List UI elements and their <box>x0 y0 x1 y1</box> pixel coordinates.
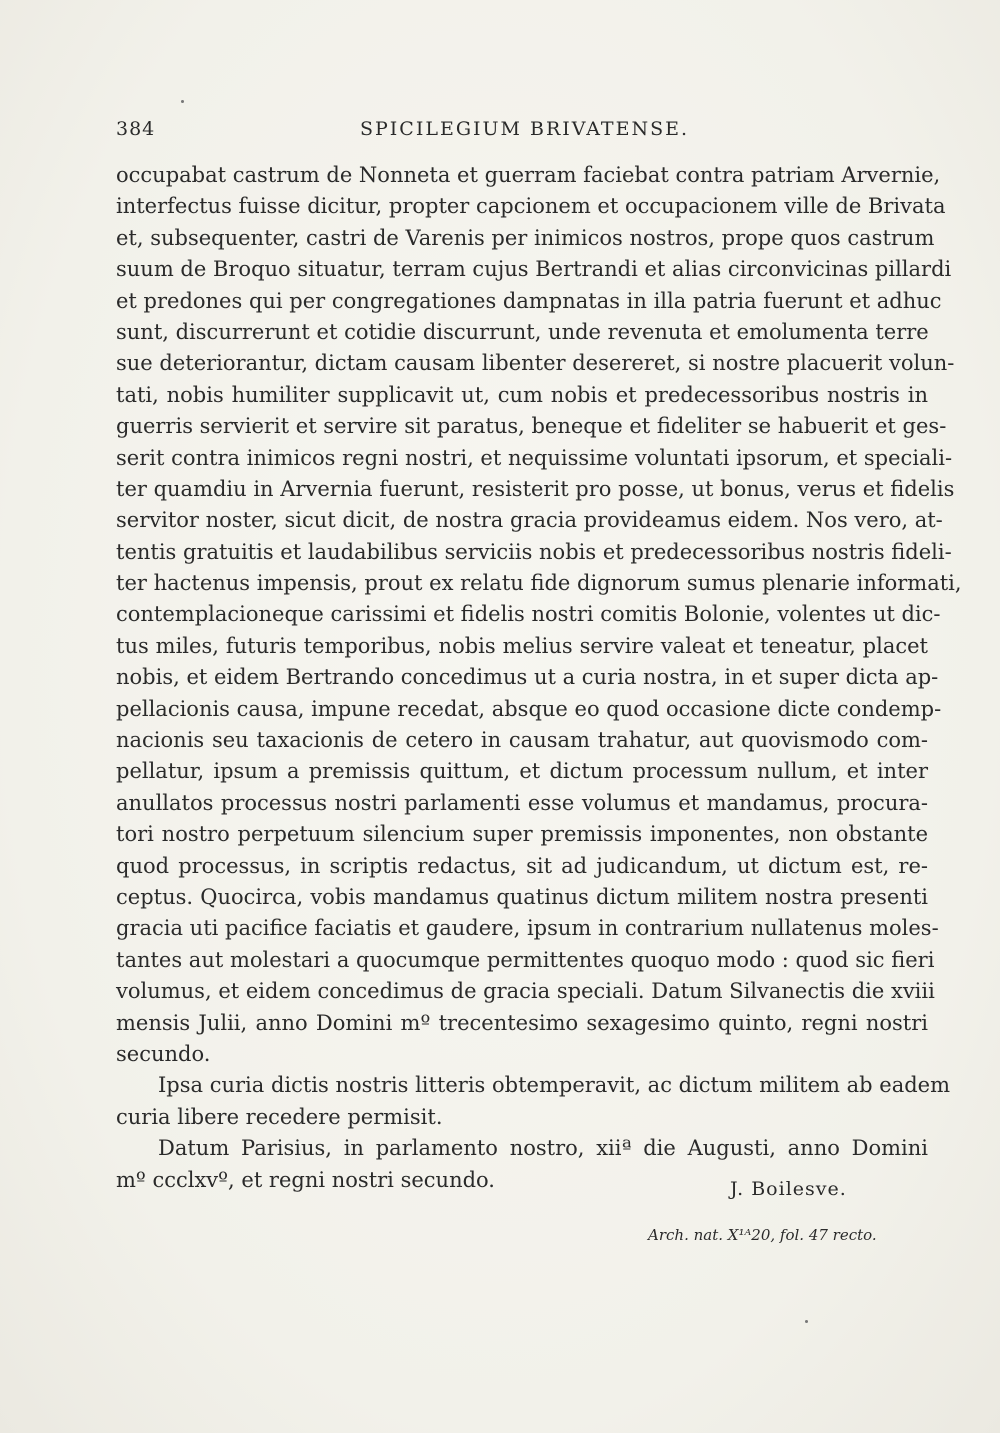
text-line: sue deteriorantur, dictam causam libenter desereret, si nostre placuerit volun- <box>116 351 955 376</box>
text-line: anullatos processus nostri parlamenti esse volumus et mandamus, procura- <box>116 790 928 815</box>
text-line: Ipsa curia dictis nostris litteris obtemperavit, ac dictum militem ab eadem <box>158 1073 950 1098</box>
text-line: contemplacioneque carissimi et fidelis nostri comitis Bolonie, volentes ut dic- <box>116 602 941 627</box>
text-line: tus miles, futuris temporibus, nobis melius servire valeat et teneatur, placet <box>116 633 928 658</box>
text-line: ter hactenus impensis, prout ex relatu fide dignorum sumus plenarie informati, <box>116 571 962 596</box>
paper-speck <box>805 1320 808 1323</box>
text-line: ter quamdiu in Arvernia fuerunt, resisterit pro posse, ut bonus, verus et fidelis <box>116 476 955 501</box>
text-line: guerris servierit et servire sit paratus, beneque et fideliter se habuerit et ges- <box>116 414 947 439</box>
text-line: Datum Parisius, in parlamento nostro, xiiª die Augusti, anno Domini <box>158 1136 928 1161</box>
text-line: volumus, et eidem concedimus de gracia speciali. Datum Silvanectis die xviii <box>116 979 935 1004</box>
signature: J. Boilesve. <box>730 1178 847 1200</box>
paper-speck <box>181 100 184 103</box>
text-line: secundo. <box>116 1041 211 1066</box>
text-line: interfectus fuisse dicitur, propter capcionem et occupacionem ville de Brivata <box>116 194 946 219</box>
body-text <box>116 160 962 1196</box>
text-line: tori nostro perpetuum silencium super premissis imponentes, non obstante <box>116 822 928 847</box>
text-line: pellacionis causa, impune recedat, absque eo quod occasione dicte condemp- <box>116 696 942 721</box>
text-line: tentis gratuitis et laudabilibus serviciis nobis et predecessoribus nostris fideli- <box>116 539 952 564</box>
text-line: curia libere recedere permisit. <box>116 1104 443 1129</box>
text-line: et predones qui per congregationes dampnatas in illa patria fuerunt et adhuc <box>116 288 942 313</box>
text-line: et, subsequenter, castri de Varenis per inimicos nostros, prope quos castrum <box>116 225 935 250</box>
text-line: gracia uti pacifice faciatis et gaudere, ipsum in contrarium nullatenus moles- <box>116 916 939 941</box>
text-line: suum de Broquo situatur, terram cujus Bertrandi et alias circonvicinas pillardi <box>116 257 952 282</box>
text-line: ceptus. Quocirca, vobis mandamus quatinus dictum militem nostra presenti <box>116 884 928 909</box>
source-reference: Arch. nat. X¹ᴬ20, fol. 47 recto. <box>648 1226 877 1244</box>
text-line: quod processus, in scriptis redactus, sit ad judicandum, ut dictum est, re- <box>116 853 928 878</box>
text-line: mensis Julii, anno Domini mº trecentesimo sexagesimo quinto, regni nostri <box>116 1010 928 1035</box>
text-line: nobis, et eidem Bertrando concedimus ut a curia nostra, in et super dicta ap- <box>116 665 939 690</box>
text-line: mº ccclxvº, et regni nostri secundo. <box>116 1167 495 1192</box>
text-line: nacionis seu taxacionis de cetero in causam trahatur, aut quovismodo com- <box>116 728 928 753</box>
text-line: sunt, discurrerunt et cotidie discurrunt, unde revenuta et emolumenta terre <box>116 319 929 344</box>
running-title: SPICILEGIUM BRIVATENSE. <box>360 118 690 140</box>
text-line: servitor noster, sicut dicit, de nostra gracia provideamus eidem. Nos vero, at- <box>116 508 943 533</box>
text-line: occupabat castrum de Nonneta et guerram faciebat contra patriam Arvernie, <box>116 163 941 187</box>
running-head <box>116 118 922 148</box>
text-line: tati, nobis humiliter supplicavit ut, cum nobis et predecessoribus nostris in <box>116 382 928 407</box>
text-line: tantes aut molestari a quocumque permittentes quoquo modo : quod sic fieri <box>116 947 935 972</box>
text-line: pellatur, ipsum a premissis quittum, et dictum processum nullum, et inter <box>116 759 928 784</box>
page-number: 384 <box>116 118 156 140</box>
text-line: serit contra inimicos regni nostri, et nequissime voluntati ipsorum, et speciali- <box>116 445 953 470</box>
